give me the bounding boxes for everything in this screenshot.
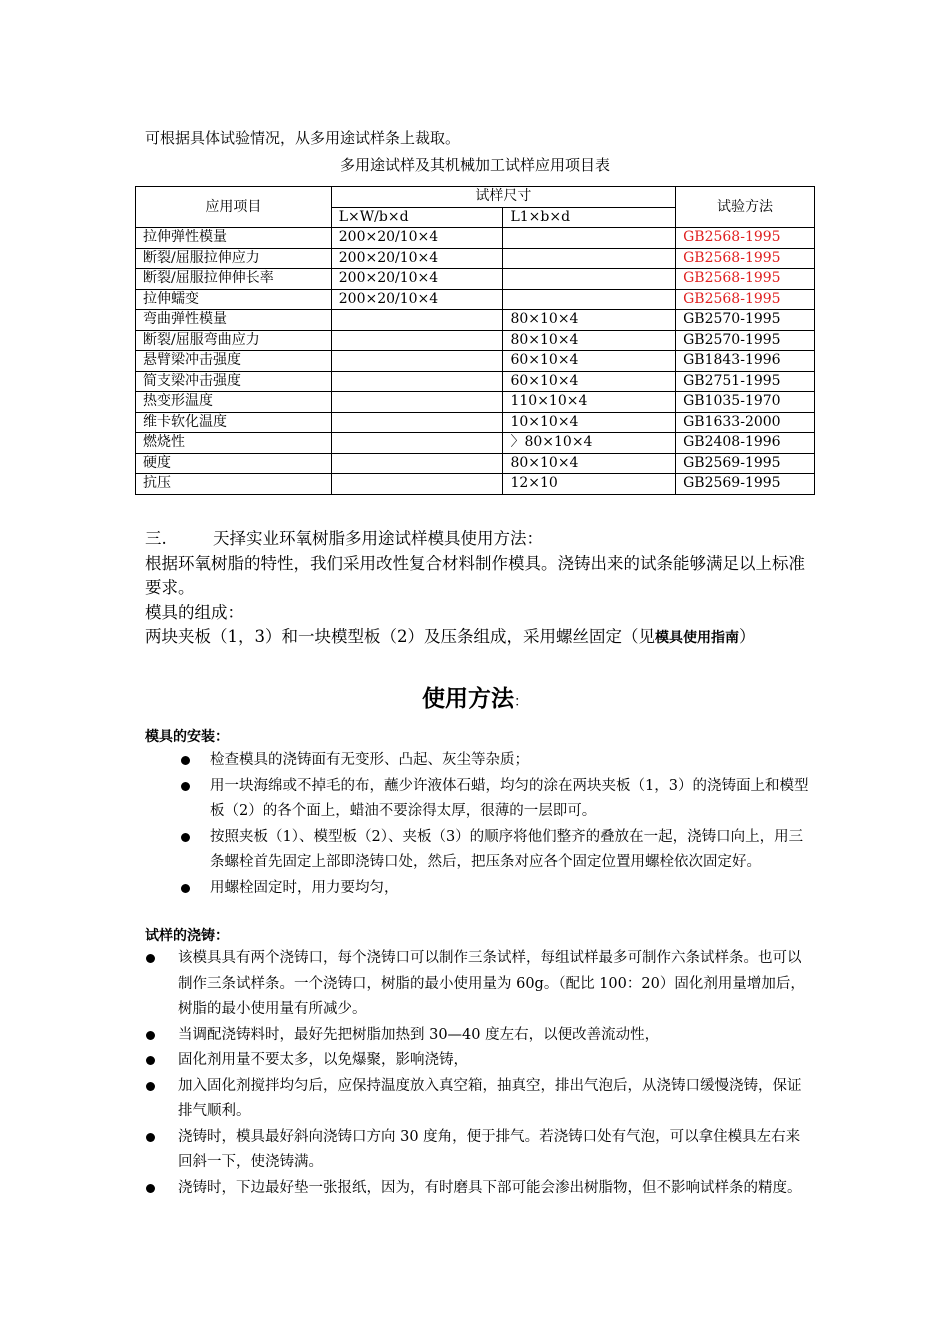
cell-lwbd: 200×20/10×4 — [331, 289, 503, 310]
list-item — [178, 1176, 810, 1202]
cell-method: GB2751-1995 — [676, 371, 815, 392]
list-item-text: 用一块海绵或不掉毛的布，蘸少许液体石蜡，均匀的涂在两块夹板（1，3）的浇铸面上和模型板（2）的各个面上，蜡油不要涂得太厚，很薄的一层即可。 — [210, 777, 809, 819]
header-size: 试样尺寸 — [331, 187, 675, 208]
cell-item: 断裂/屈服拉伸伸长率 — [136, 269, 332, 290]
cell-lwbd — [331, 474, 503, 495]
list-item — [178, 946, 810, 1023]
cell-method: GB2569-1995 — [676, 453, 815, 474]
bullet-icon — [181, 782, 190, 791]
components-text-end: ） — [739, 627, 756, 646]
section-number: 三. — [145, 529, 167, 548]
cell-item: 简支梁冲击强度 — [136, 371, 332, 392]
cell-l1bd: 80×10×4 — [503, 330, 676, 351]
specimen-table — [135, 186, 815, 495]
list-item — [210, 748, 810, 774]
list-item-text: 加入固化剂搅拌均匀后，应保持温度放入真空箱，抽真空，排出气泡后，从浇铸口缓慢浇铸，保证排气顺利。 — [178, 1077, 802, 1119]
list-item — [178, 1023, 810, 1049]
cell-lwbd — [331, 330, 503, 351]
bullet-icon — [146, 954, 155, 963]
header-size-lwbd: L×W/b×d — [331, 207, 503, 228]
section-three-heading — [145, 527, 815, 552]
list-item — [178, 1048, 810, 1074]
components-text: 两块夹板（1，3）和一块模型板（2）及压条组成，采用螺丝固定（见 — [145, 627, 655, 646]
list-item — [210, 825, 810, 876]
table-row — [136, 228, 815, 249]
cell-l1bd: 60×10×4 — [503, 371, 676, 392]
cell-lwbd — [331, 371, 503, 392]
cell-method: GB2570-1995 — [676, 330, 815, 351]
table-row — [136, 433, 815, 454]
bullet-icon — [181, 756, 190, 765]
list-item-text: 浇铸时，下边最好垫一张报纸，因为，有时磨具下部可能会渗出树脂物，但不影响试样条的精度。 — [178, 1179, 802, 1196]
usage-title-colon: ： — [514, 694, 528, 710]
section-title: 天择实业环氧树脂多用途试样模具使用方法： — [213, 529, 543, 548]
install-list — [210, 748, 810, 901]
section-subheading: 模具的组成： — [145, 602, 244, 622]
section-paragraph-components — [145, 625, 815, 651]
list-item-text: 浇铸时，模具最好斜向浇铸口方向 30 度角，便于排气。若浇铸口处有气泡，可以拿住模具左右来回斜一下，使浇铸满。 — [178, 1128, 801, 1170]
list-item-text: 该模具具有两个浇铸口，每个浇铸口可以制作三条试样，每组试样最多可制作六条试样条。也可以制作三条试样条。一个浇铸口，树脂的最小使用量为 60g。（配比 100：20）固化剂用量增加后，树脂的最小使用量有所减少。 — [178, 950, 805, 1017]
cell-item: 维卡软化温度 — [136, 412, 332, 433]
bullet-icon — [146, 1031, 155, 1040]
cell-lwbd: 200×20/10×4 — [331, 248, 503, 269]
list-item — [178, 1125, 810, 1176]
cell-item: 热变形温度 — [136, 392, 332, 413]
table-row — [136, 474, 815, 495]
intro-text: 可根据具体试验情况，从多用途试样条上裁取。 — [145, 129, 461, 147]
cell-l1bd: 110×10×4 — [503, 392, 676, 413]
cell-method: GB1843-1996 — [676, 351, 815, 372]
cell-l1bd: 80×10×4 — [503, 310, 676, 331]
section-paragraph: 根据环氧树脂的特性，我们采用改性复合材料制作模具。浇铸出来的试条能够满足以上标准要求。 — [145, 553, 805, 597]
install-heading: 模具的安装： — [145, 729, 229, 745]
list-item — [210, 876, 810, 902]
cell-l1bd: 〉80×10×4 — [503, 433, 676, 454]
cell-lwbd — [331, 412, 503, 433]
casting-heading: 试样的浇铸： — [145, 928, 229, 944]
table-row — [136, 269, 815, 290]
cell-l1bd — [503, 269, 676, 290]
list-item — [178, 1074, 810, 1125]
header-item: 应用项目 — [136, 187, 332, 228]
bullet-icon — [146, 1056, 155, 1065]
cell-item: 悬臂梁冲击强度 — [136, 351, 332, 372]
cell-item: 拉伸弹性模量 — [136, 228, 332, 249]
cell-item: 弯曲弹性模量 — [136, 310, 332, 331]
cell-method: GB1633-2000 — [676, 412, 815, 433]
cell-lwbd — [331, 310, 503, 331]
cell-l1bd: 80×10×4 — [503, 453, 676, 474]
cell-item: 断裂/屈服弯曲应力 — [136, 330, 332, 351]
cell-item: 抗压 — [136, 474, 332, 495]
bullet-icon — [181, 884, 190, 893]
table-row — [136, 392, 815, 413]
cell-method: GB2568-1995 — [676, 289, 815, 310]
bullet-icon — [146, 1184, 155, 1193]
cell-lwbd — [331, 392, 503, 413]
table-row — [136, 412, 815, 433]
list-item-text: 固化剂用量不要太多，以免爆聚，影响浇铸， — [178, 1052, 468, 1068]
cell-lwbd — [331, 351, 503, 372]
casting-list — [178, 946, 810, 1201]
cell-lwbd: 200×20/10×4 — [331, 269, 503, 290]
usage-title — [0, 680, 950, 713]
guide-reference: 模具使用指南 — [655, 630, 739, 646]
cell-item: 燃烧性 — [136, 433, 332, 454]
list-item-text: 当调配浇铸料时，最好先把树脂加热到 30—40 度左右，以便改善流动性， — [178, 1026, 660, 1043]
list-item-text: 用螺栓固定时，用力要均匀， — [210, 879, 399, 896]
bullet-icon — [181, 833, 190, 842]
cell-l1bd — [503, 289, 676, 310]
table-row — [136, 289, 815, 310]
cell-item: 拉伸蠕变 — [136, 289, 332, 310]
bullet-icon — [146, 1133, 155, 1142]
table-row — [136, 330, 815, 351]
cell-lwbd — [331, 453, 503, 474]
cell-method: GB2568-1995 — [676, 228, 815, 249]
header-method: 试验方法 — [676, 187, 815, 228]
table-row — [136, 351, 815, 372]
section-three — [145, 527, 815, 651]
table-row — [136, 310, 815, 331]
cell-method: GB2570-1995 — [676, 310, 815, 331]
cell-method: GB2408-1996 — [676, 433, 815, 454]
cell-method: GB2568-1995 — [676, 248, 815, 269]
cell-l1bd: 12×10 — [503, 474, 676, 495]
table-row — [136, 248, 815, 269]
table-caption: 多用途试样及其机械加工试样应用项目表 — [339, 156, 610, 174]
list-item — [210, 774, 810, 825]
header-size-l1bd: L1×b×d — [503, 207, 676, 228]
cell-lwbd: 200×20/10×4 — [331, 228, 503, 249]
table-row — [136, 453, 815, 474]
bullet-icon — [146, 1082, 155, 1091]
usage-title-text: 使用方法 — [422, 686, 514, 712]
cell-l1bd — [503, 248, 676, 269]
cell-l1bd — [503, 228, 676, 249]
cell-lwbd — [331, 433, 503, 454]
list-item-text: 检查模具的浇铸面有无变形、凸起、灰尘等杂质； — [210, 752, 529, 768]
cell-method: GB2569-1995 — [676, 474, 815, 495]
cell-method: GB2568-1995 — [676, 269, 815, 290]
cell-item: 硬度 — [136, 453, 332, 474]
list-item-text: 按照夹板（1）、模型板（2）、夹板（3）的顺序将他们整齐的叠放在一起，浇铸口向上，用三条螺栓首先固定上部即浇铸口处，然后，把压条对应各个固定位置用螺栓依次固定好。 — [210, 828, 804, 870]
cell-method: GB1035-1970 — [676, 392, 815, 413]
table-row — [136, 371, 815, 392]
cell-l1bd: 60×10×4 — [503, 351, 676, 372]
cell-item: 断裂/屈服拉伸应力 — [136, 248, 332, 269]
cell-l1bd: 10×10×4 — [503, 412, 676, 433]
